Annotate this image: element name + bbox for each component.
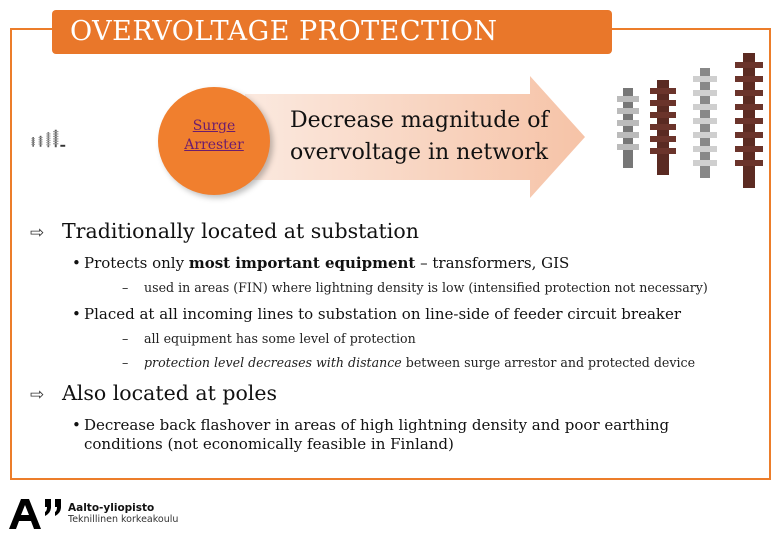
- arrow-text: [290, 105, 590, 169]
- slide-title: OVERVOLTAGE PROTECTION: [70, 16, 498, 47]
- sub-bullet-incoming-lines-text: Placed at all incoming lines to substation on line-side of feeder circuit breaker: [84, 305, 682, 323]
- arrow-bullet-icon: ⇨: [30, 385, 45, 405]
- arrester-unit-8: [735, 53, 763, 188]
- dot-bullet-icon: •: [72, 305, 81, 323]
- arrester-unit-3: [46, 132, 51, 147]
- surge-arrester-photo-right: [605, 48, 775, 208]
- circle-label-line1: Surge: [192, 118, 236, 134]
- aalto-logo-icon: [5, 495, 65, 533]
- sub-sub-bullet-protection-text: all equipment has some level of protection: [144, 331, 416, 346]
- bullet-poles: [30, 381, 277, 405]
- sub-sub-bullet-distance-rest: between surge arrestor and protected device: [401, 355, 696, 370]
- org-subname: Teknillinen korkeakoulu: [68, 514, 179, 525]
- arrester-unit-2: [39, 136, 43, 147]
- arrester-unit-7: [693, 68, 717, 178]
- sub-bullet-back-flashover-line2: conditions (not economically feasible in Finland): [84, 435, 454, 453]
- sub-sub-bullet-distance: [122, 355, 695, 370]
- dash-bullet-icon: –: [122, 331, 129, 346]
- dash-bullet-icon: –: [122, 355, 129, 370]
- sub-bullet-back-flashover-line1: Decrease back flashover in areas of high lightning density and poor earthing: [84, 416, 670, 434]
- dot-bullet-icon: •: [72, 416, 81, 434]
- arrow-text-line1: Decrease magnitude of: [290, 108, 549, 133]
- arrester-unit-5: [617, 88, 639, 168]
- arrester-unit-1: [31, 137, 34, 147]
- arrester-unit-4: [53, 130, 58, 147]
- sub-sub-bullet-protection: [122, 331, 416, 346]
- sub-sub-bullet-fin: [122, 280, 708, 295]
- arrester-unit-6: [650, 80, 676, 175]
- sub-bullet-incoming-lines: [72, 305, 681, 323]
- bullet-substation: [30, 219, 419, 243]
- sub-bullet-bold: most important equipment: [188, 254, 416, 272]
- sub-bullet-suffix: – transformers, GIS: [415, 254, 570, 272]
- sub-sub-bullet-fin-text: used in areas (FIN) where lightning density is low (intensified protection not necessary): [144, 280, 708, 295]
- arrow-bullet-icon: ⇨: [30, 223, 45, 243]
- sub-bullet-prefix: Protects only: [84, 254, 189, 272]
- org-name: Aalto-yliopisto: [68, 502, 155, 514]
- sub-sub-bullet-distance-italic: protection level decreases with distance: [144, 355, 402, 370]
- surge-arrester-link[interactable]: [158, 117, 270, 155]
- bullet-substation-text: Traditionally located at substation: [62, 219, 419, 243]
- dash-bullet-icon: –: [122, 280, 129, 295]
- arrow-text-line2: overvoltage in network: [290, 140, 549, 165]
- sub-bullet-back-flashover: [72, 416, 722, 454]
- sub-bullet-important-equipment: [72, 254, 569, 272]
- dot-bullet-icon: •: [72, 254, 81, 272]
- circle-label-line2: Arrester: [184, 137, 244, 153]
- bullet-poles-text: Also located at poles: [62, 381, 277, 405]
